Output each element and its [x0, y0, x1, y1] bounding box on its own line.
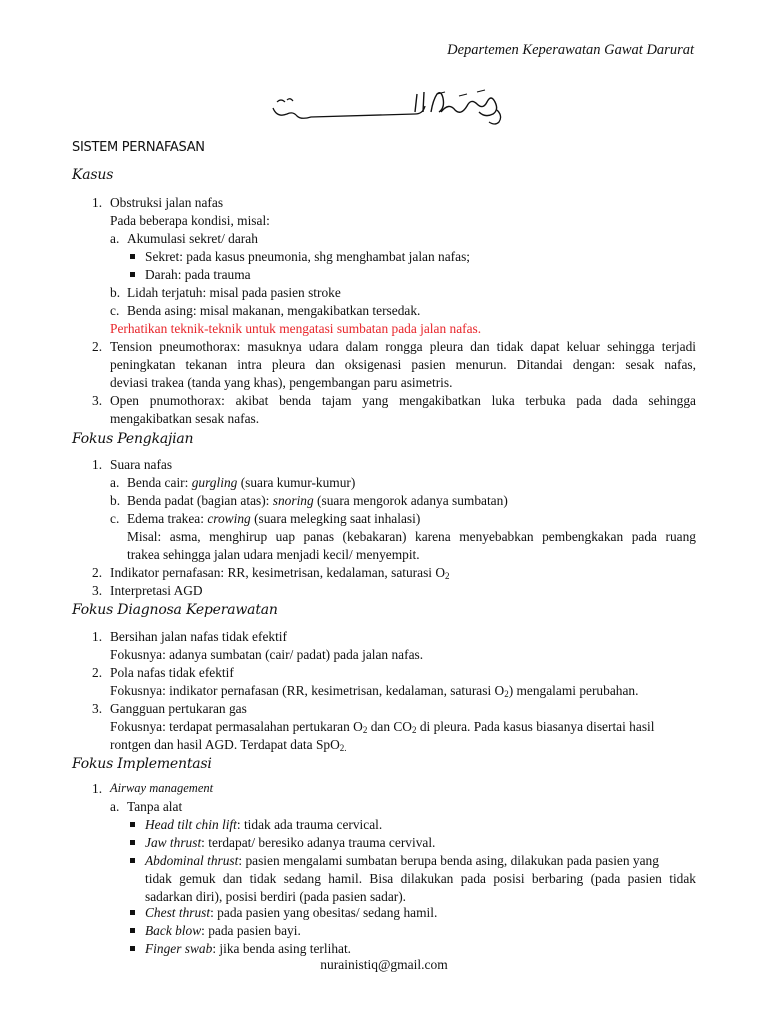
list-item: Benda asing: misal makanan, mengakibatkan tersedak. [127, 303, 421, 318]
list-item-text: trakea sehingga jalan udara menjadi kecil/ menyempit. [127, 547, 420, 562]
list-number: 1. [92, 629, 103, 644]
list-item-text: Pada beberapa kondisi, misal: [110, 213, 270, 228]
list-letter: c. [110, 303, 120, 318]
bullet-icon [130, 928, 135, 933]
list-number: 1. [92, 195, 103, 210]
heading-fokus-implementasi: Fokus Implementasi [72, 756, 212, 772]
bullet-item: Back blow: pada pasien bayi. [145, 923, 301, 938]
heading-fokus-diagnosa: Fokus Diagnosa Keperawatan [72, 602, 278, 618]
list-number: 1. [92, 457, 103, 472]
list-item: Obstruksi jalan nafas [110, 195, 224, 210]
bullet-item: Abdominal thrust: pasien mengalami sumbatan berupa benda asing, dilakukan pada pasien yang [145, 853, 659, 868]
heading-kasus: Kasus [72, 167, 114, 183]
document-title: SISTEM PERNAFASAN [72, 139, 205, 156]
bullet-item: Jaw thrust: terdapat/ beresiko adanya trauma cervival. [145, 835, 436, 850]
bullet-icon [130, 840, 135, 845]
bullet-item: Sekret: pada kasus pneumonia, shg menghambat jalan nafas; [145, 249, 471, 264]
basmala-calligraphy [265, 86, 510, 126]
list-item: Open pnumothorax: akibat benda tajam yang mengakibatkan luka terbuka pada dada sehingga [110, 393, 696, 408]
list-item: Airway management [110, 781, 214, 795]
list-letter: a. [110, 799, 120, 814]
list-item: Bersihan jalan nafas tidak efektif [110, 629, 287, 644]
bullet-item: Finger swab: jika benda asing terlihat. [145, 941, 352, 956]
bullet-icon [130, 822, 135, 827]
bullet-icon [130, 272, 135, 277]
list-item: Akumulasi sekret/ darah [127, 231, 258, 246]
bullet-item: Darah: pada trauma [145, 267, 251, 282]
list-item: Tension pneumothorax: masuknya udara dalam rongga pleura dan tidak dapat keluar sehingga terjadi [110, 339, 696, 354]
heading-fokus-pengkajian: Fokus Pengkajian [72, 431, 194, 447]
list-item-text: Fokusnya: adanya sumbatan (cair/ padat) pada jalan nafas. [110, 647, 424, 662]
bullet-icon [130, 910, 135, 915]
bullet-icon [130, 254, 135, 259]
bullet-item: Chest thrust: pada pasien yang obesitas/ sedang hamil. [145, 905, 438, 920]
list-number: 2. [92, 339, 103, 354]
list-item: Suara nafas [110, 457, 173, 472]
list-item: Lidah terjatuh: misal pada pasien stroke [127, 285, 341, 300]
list-number: 2. [92, 665, 103, 680]
list-item-text: mengakibatkan sesak nafas. [110, 411, 260, 426]
list-letter: b. [110, 493, 121, 508]
bullet-item: Head tilt chin lift: tidak ada trauma cervical. [145, 817, 383, 832]
list-item: Indikator pernafasan: RR, kesimetrisan, kedalaman, saturasi $O_2$ [110, 565, 450, 581]
list-item: Edema trakea: crowing (suara melegking saat inhalasi) [127, 511, 421, 526]
bullet-icon [130, 858, 135, 863]
list-number: 3. [92, 701, 103, 716]
bullet-item-text: tidak gemuk dan tidak sedang hamil. Bisa dilakukan pada posisi berbaring (pada pasien tidak [145, 871, 696, 886]
list-letter: a. [110, 231, 120, 246]
list-item: Benda padat (bagian atas): snoring (suara mengorok adanya sumbatan) [127, 493, 508, 508]
list-letter: c. [110, 511, 120, 526]
list-item: Interpretasi AGD [110, 583, 203, 598]
list-letter: a. [110, 475, 120, 490]
list-item: Pola nafas tidak efektif [110, 665, 234, 680]
page-footer-email: nurainistiq@gmail.com [320, 957, 448, 972]
bullet-icon [130, 946, 135, 951]
list-number: 3. [92, 583, 103, 598]
list-item: Benda cair: gurgling (suara kumur-kumur) [127, 475, 356, 490]
list-item-text: deviasi trakea (tanda yang khas), pengembangan paru asimetris. [110, 375, 453, 390]
list-item: Gangguan pertukaran gas [110, 701, 247, 716]
list-number: 2. [92, 565, 103, 580]
list-item-text: Fokusnya: indikator pernafasan (RR, kesimetrisan, kedalaman, saturasi $O_2$) mengalami perubahan. [110, 683, 639, 699]
list-letter: b. [110, 285, 121, 300]
list-item-text: Fokusnya: terdapat permasalahan pertukaran $O_2$ dan $CO_2$ di pleura. Pada kasus biasanya disertai hasil [110, 719, 655, 735]
bullet-item-text: sadarkan diri), posisi berdiri (pada pasien sadar). [145, 889, 407, 904]
list-number: 1. [92, 781, 103, 796]
list-item-text: peningkatan tekanan intra pleura dan oksigenasi pasien menurun. Ditandai dengan: sesak nafas, [110, 357, 696, 372]
highlight-note: Perhatikan teknik-teknik untuk mengatasi sumbatan pada jalan nafas. [110, 321, 482, 336]
page-header: Departemen Keperawatan Gawat Darurat [447, 42, 694, 58]
list-item-text: Misal: asma, menghirup uap panas (kebakaran) karena menyebabkan pembengkakan pada ruang [127, 529, 696, 544]
list-item: Tanpa alat [127, 799, 183, 814]
list-number: 3. [92, 393, 103, 408]
list-item-text: rontgen dan hasil AGD. Terdapat data SpO$_{2.}$ [110, 737, 347, 753]
